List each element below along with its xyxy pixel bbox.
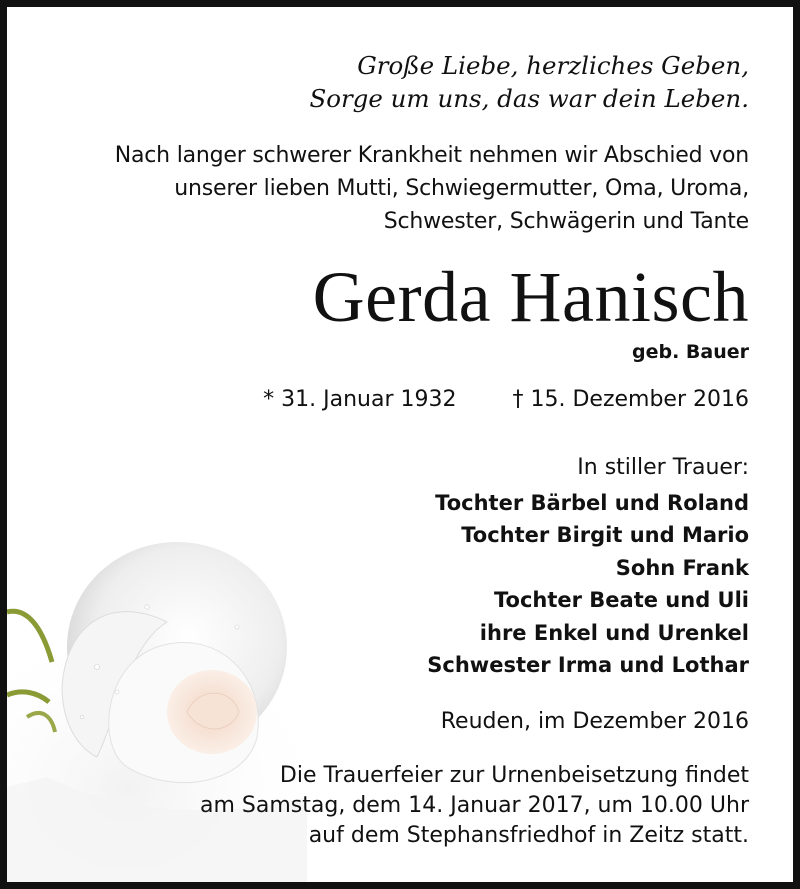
intro-line: Schwester, Schwägerin und Tante — [383, 209, 749, 234]
motto-line: Sorge um uns, das war dein Leben. — [309, 84, 749, 113]
service-line: Die Trauerfeier zur Urnenbeisetzung findet — [279, 763, 749, 788]
intro-text — [115, 139, 749, 238]
place-and-date: Reuden, im Dezember 2016 — [440, 709, 749, 734]
deceased-name: Gerda Hanisch — [312, 257, 749, 337]
intro-line: Nach langer schwerer Krankheit nehmen wir Abschied von — [114, 143, 749, 168]
service-line: am Samstag, dem 14. Januar 2017, um 10.00 Uhr — [200, 793, 749, 818]
motto-line: Große Liebe, herzliches Geben, — [357, 51, 749, 80]
motto-verse — [309, 49, 749, 115]
mourner-entry: Tochter Beate und Uli — [493, 588, 749, 613]
birth-date: * 31. Januar 1932 — [263, 387, 457, 412]
mourners-heading: In stiller Trauer: — [577, 455, 749, 480]
service-line: auf dem Stephansfriedhof in Zeitz statt. — [308, 823, 749, 848]
mourner-entry: Tochter Bärbel und Roland — [435, 491, 749, 515]
intro-line: unserer lieben Mutti, Schwiegermutter, Oma, Uroma, — [174, 176, 749, 201]
mourner-entry: ihre Enkel und Urenkel — [479, 620, 749, 645]
maiden-name: geb. Bauer — [631, 341, 749, 363]
mourner-entry: Schwester Irma und Lothar — [427, 653, 749, 678]
funeral-service-info — [200, 761, 749, 851]
mourner-entry: Tochter Birgit und Mario — [461, 523, 749, 548]
mourners-list — [427, 487, 749, 681]
death-date: † 15. Dezember 2016 — [512, 387, 749, 412]
life-dates — [263, 387, 749, 412]
mourner-entry: Sohn Frank — [615, 555, 749, 580]
